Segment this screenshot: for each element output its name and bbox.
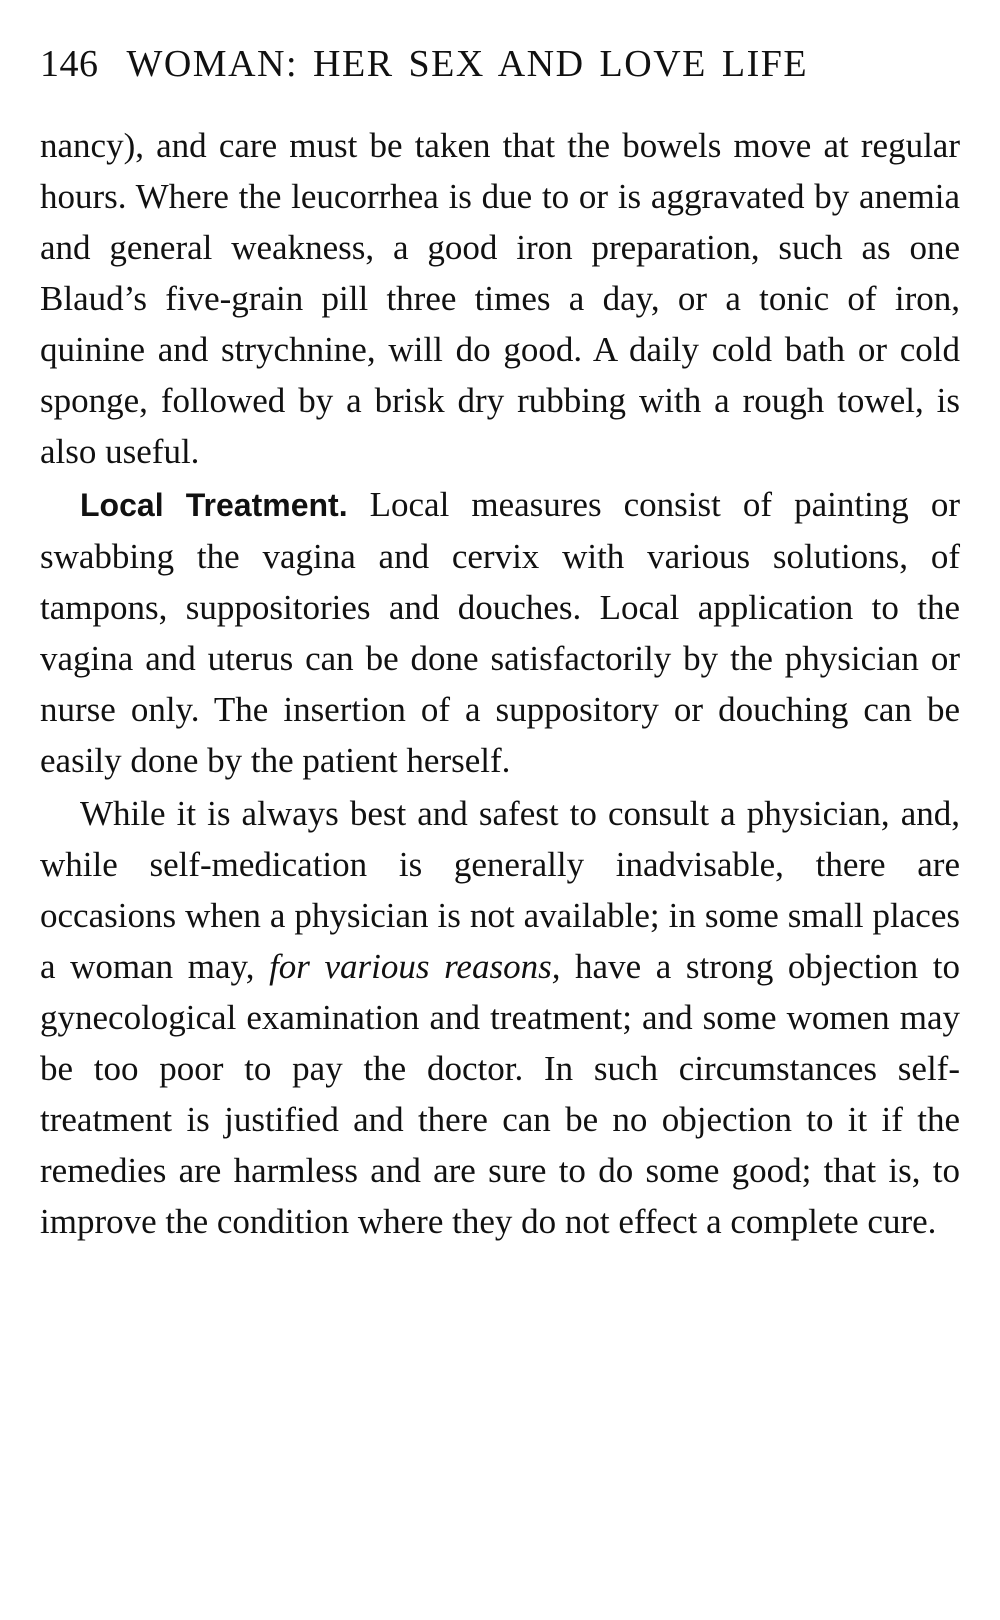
page-number: 146 <box>40 43 99 85</box>
paragraph-self-medication-start: While it is always best and safest to consult a physician, and, while self-medication is generally inadvisable, there are occasions when a physician is not available; in some small places a woman may, <box>40 794 960 986</box>
italic-phrase: for various reasons, <box>269 947 561 986</box>
paragraph-continuation: nancy), and care must be taken that the bowels move at regular hours. Where the leucorrhea is due to or is aggravated by anemia and general weakness, a good iron preparation, such as one Blaud’s five-grain pill three times a day, or a tonic of iron, quinine and strychnine, will do good. A daily cold bath or cold sponge, followed by a brisk dry rubbing with a rough towel, is also useful. <box>40 126 960 471</box>
running-head <box>40 40 960 88</box>
book-page <box>40 40 960 1247</box>
paragraph-self-medication <box>40 788 960 1247</box>
running-title: WOMAN: HER SEX AND LOVE LIFE <box>126 43 809 85</box>
paragraph-local-treatment-text: Local measures consist of painting or swabbing the vagina and cervix with various solutions, of tampons, suppositories and douches. Local application to the vagina and uterus can be done satisfactorily by the physician or nurse only. The insertion of a suppository or douching can be easily done by the patient herself. <box>40 485 961 780</box>
paragraph-self-medication-end: have a strong objection to gynecological examination and treatment; and some women may be too poor to pay the doctor. In such circumstances self-treatment is justified and there can be no objection to it if the remedies are harmless and are sure to do some good; that is, to improve the condition where they do not effect a complete cure. <box>40 947 960 1241</box>
section-heading-local-treatment: Local Treatment. <box>80 487 348 523</box>
paragraph-local-treatment <box>40 479 960 786</box>
body-text <box>40 120 960 1247</box>
